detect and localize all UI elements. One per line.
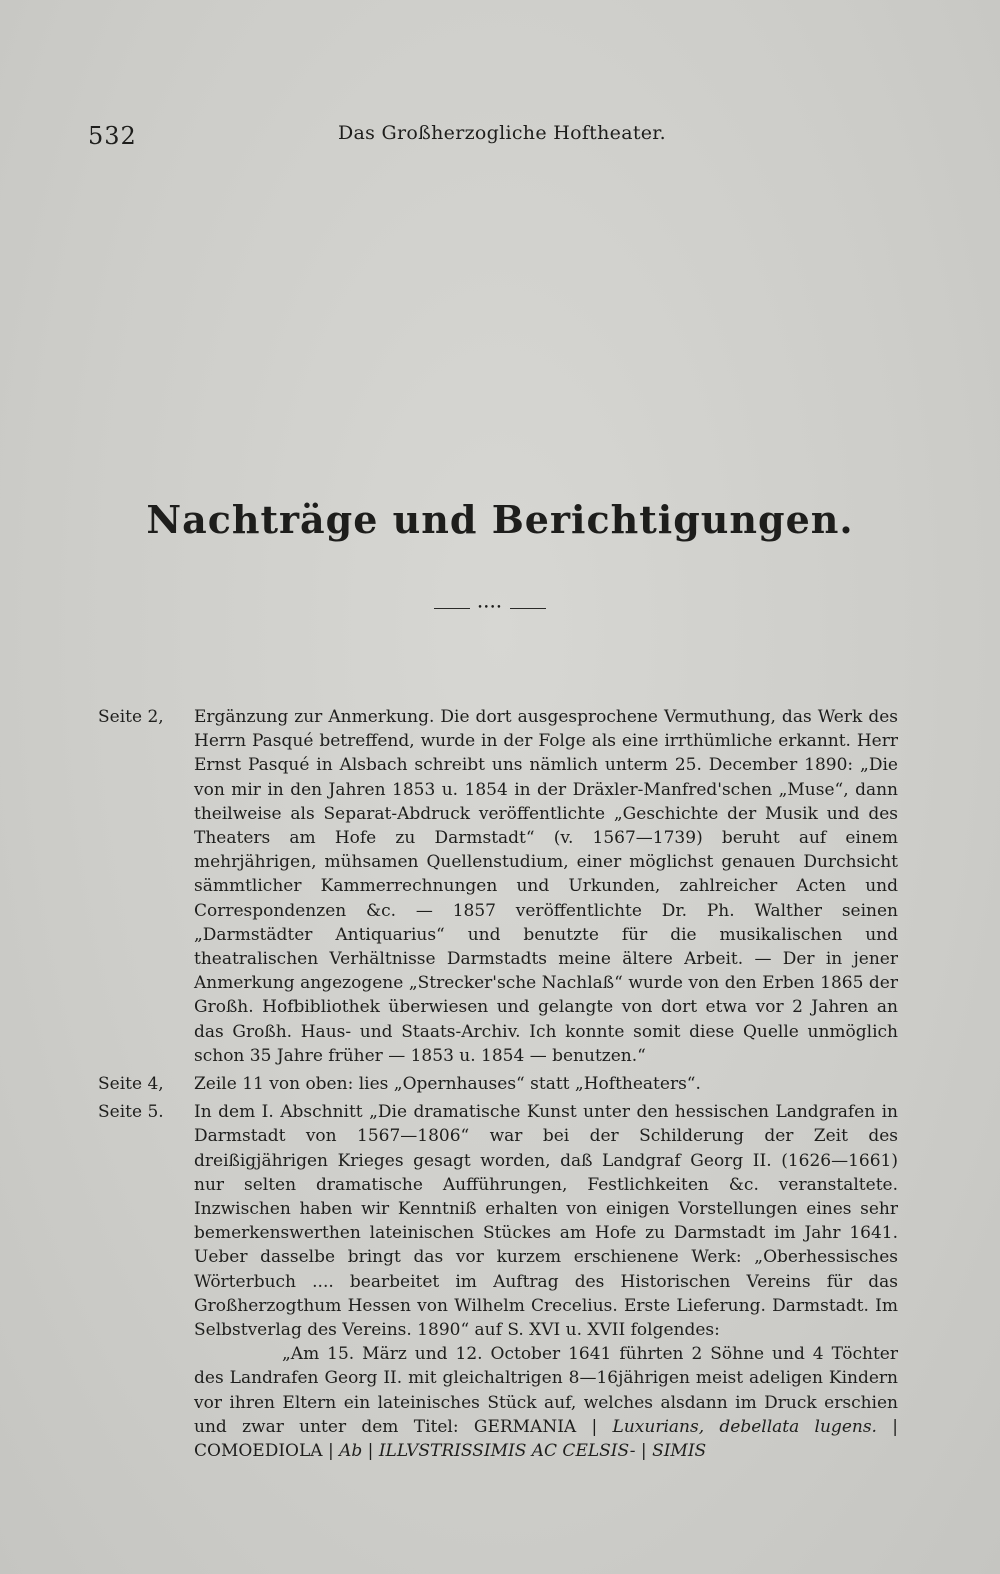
title-separator: | <box>635 1441 653 1462</box>
ornament-line-left <box>434 608 470 609</box>
entry-text: Ergänzung zur Anmerkung. Die dort ausgesprochene Vermuthung, das Werk des Herrn Pasqué betreffend, wurde in der Folge als eine irrthümliche erkannt. Herr Ernst Pasqué in Alsbach schreibt uns nämlich unterm 25. December 1890: „Die von mir in den Jahren 1853 u. 1854 in der Dräxler-Manfred'schen „Muse“, dann theilweise als Separat-Abdruck veröffentlichte „Geschichte der Musik und des Theaters am Hofe zu Darmstadt“ (v. 1567—1739) beruht auf einem mehrjährigen, mühsamen Quellenstudium, einer möglichst genauen Durchsicht sämmtlicher Kammerrechnungen und Urkunden, zahlreicher Acten und Correspondenzen &c. — 1857 veröffentlichte Dr. Ph. Walther seinen „Darmstädter Antiquarius“ und benutzte für die musikalischen und theatralischen Verhältnisse Darmstadts meine ältere Arbeit. — Der in jener Anmerkung angezogene „Strecker'sche Nachlaß“ wurde von den Erben 1865 der Großh. Hofbibliothek überwiesen und gelangte von dort etwa vor 2 Jahren an das Großh. Haus- und Staats-Archiv. Ich konnte somit diese Quelle unmöglich schon 35 Jahre früher — 1853 u. 1854 — benutzen.“ <box>194 707 898 1066</box>
latin-title-part: Ab <box>339 1441 363 1462</box>
entry-text: In dem I. Abschnitt „Die dramatische Kunst unter den hessischen Landgrafen in Darmstadt von 1567—1806“ war bei der Schilderung der Zeit des dreißigjährigen Krieges gesagt worden, daß Landgraf Georg II. (1626—1661) nur selten dramatische Aufführungen, Festlichkeiten &c. veranstaltete. Inzwischen haben wir Kenntniß erhalten von einigen Vorstellungen eines sehr bemerkenswerthen lateinischen Stückes am Hofe zu Darmstadt im Jahr 1641. Ueber dasselbe bringt das vor kurzem erschienene Werk: „Oberhessisches Wörterbuch .... bearbeitet im Auftrag des Historischen Vereins für das Großherzogthum Hessen von Wilhelm Crecelius. Erste Lieferung. Darmstadt. Im Selbstverlag des Vereins. 1890“ auf S. XVI u. XVII folgendes: <box>194 1102 898 1341</box>
latin-title-part: Luxurians, debellata lugens. <box>612 1416 877 1437</box>
correction-entry <box>98 1072 898 1096</box>
page-number: 532 <box>88 122 137 150</box>
entry-reference: Seite 2, <box>98 707 164 727</box>
ornament-dots: •••• <box>477 603 503 613</box>
correction-entry <box>98 705 898 1068</box>
ornament-line-right <box>510 608 546 609</box>
corrections-list <box>98 705 898 1463</box>
quote-text: „Am 15. März und 12. October 1641 führten 2 Söhne und 4 Töchter des Landrafen Georg II. mit gleichaltrigen 8—16jährigen meist adeligen Kindern vor ihren Eltern ein lateinisches Stück auf, welches alsdann im Druck erschien und zwar unter dem Titel: GERMANIA | <box>194 1344 898 1437</box>
entry-reference: Seite 4, <box>98 1074 164 1095</box>
running-title: Das Großherzogliche Hoftheater. <box>338 122 666 144</box>
title-separator: | COMOEDIOLA | <box>194 1416 898 1462</box>
correction-entry <box>98 1100 898 1463</box>
latin-title-part: SIMIS <box>652 1441 707 1462</box>
latin-title-part: ILLVSTRISSIMIS AC CELSIS- <box>378 1441 636 1462</box>
title-separator: | <box>362 1441 379 1462</box>
section-title: Nachträge und Berichtigungen. <box>146 497 854 542</box>
quoted-passage <box>194 1342 898 1463</box>
ornament-divider <box>434 604 546 614</box>
running-header <box>0 110 1000 150</box>
entry-text: Zeile 11 von oben: lies „Opernhauses“ statt „Hoftheaters“. <box>194 1074 701 1095</box>
entry-reference: Seite 5. <box>98 1102 164 1123</box>
